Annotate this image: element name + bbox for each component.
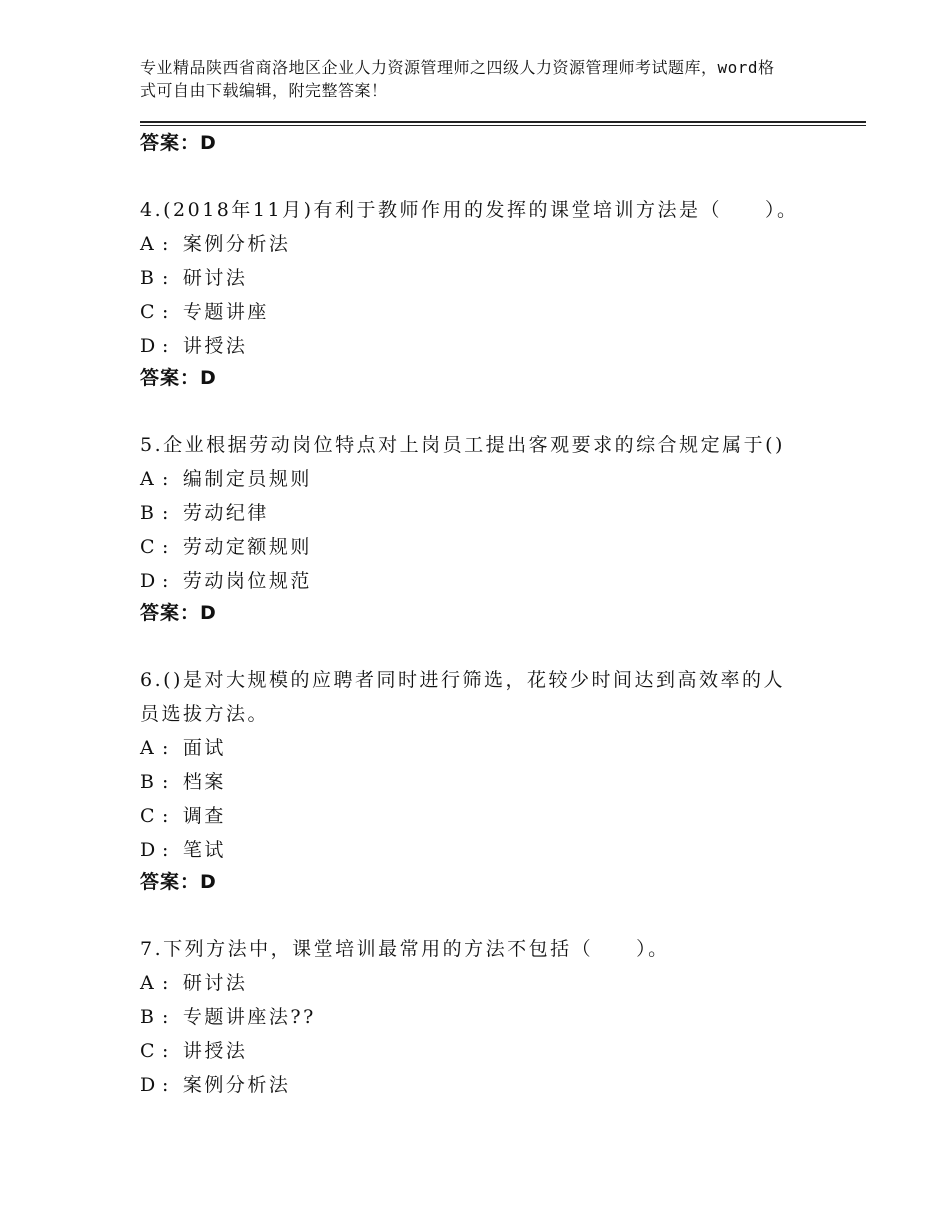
option-text: 面试 (182, 737, 226, 759)
answer-line: 答案：D (140, 132, 217, 154)
option-c: C : 劳动定额规则 (140, 536, 312, 558)
answer-line: 答案：D (140, 602, 217, 624)
option-text: 专题讲座 (182, 301, 269, 323)
option-b: B : 劳动纪律 (140, 502, 269, 524)
option-d: D : 劳动岗位规范 (140, 570, 312, 592)
option-c: C : 专题讲座 (140, 301, 269, 323)
option-text: 讲授法 (182, 1040, 248, 1062)
option-text: 编制定员规则 (182, 468, 312, 490)
option-text: 调查 (182, 805, 226, 827)
answer-line: 答案：D (140, 871, 217, 893)
question-list (140, 128, 866, 1102)
option-text: 笔试 (182, 839, 226, 861)
question-stem: 6.()是对大规模的应聘者同时进行筛选，花较少时间达到高效率的人员选拔方法。 (140, 669, 785, 725)
document-header: 专业精品陕西省商洛地区企业人力资源管理师之四级人力资源管理师考试题库，word格式可自由下载编辑，附完整答案！ (140, 58, 775, 100)
option-b: B : 档案 (140, 771, 226, 793)
option-text: 讲授法 (182, 335, 248, 357)
question-stem: 5.企业根据劳动岗位特点对上岗员工提出客观要求的综合规定属于() (140, 434, 785, 456)
option-a: A : 案例分析法 (140, 233, 291, 255)
option-b: B : 研讨法 (140, 267, 248, 289)
option-text: 专题讲座法?? (182, 1006, 316, 1028)
option-d: D : 讲授法 (140, 335, 248, 357)
option-text: 案例分析法 (182, 1074, 291, 1096)
option-d: D : 案例分析法 (140, 1074, 291, 1096)
option-b: B : 专题讲座法?? (140, 1006, 316, 1028)
header-rule (140, 121, 866, 123)
question-item (140, 193, 866, 394)
option-text: 研讨法 (182, 972, 248, 994)
option-a: A : 面试 (140, 737, 226, 759)
option-d: D : 笔试 (140, 839, 226, 861)
question-item (140, 663, 866, 898)
option-a: A : 研讨法 (140, 972, 248, 994)
option-c: C : 讲授法 (140, 1040, 248, 1062)
question-item (140, 428, 866, 629)
option-text: 劳动纪律 (182, 502, 269, 524)
option-text: 档案 (182, 771, 226, 793)
option-text: 劳动定额规则 (182, 536, 312, 558)
option-c: C : 调查 (140, 805, 226, 827)
question-item (140, 932, 866, 1102)
header-rule-thin (140, 125, 866, 126)
option-text: 研讨法 (182, 267, 248, 289)
question-stem: 7.下列方法中，课堂培训最常用的方法不包括（ ）。 (140, 938, 670, 960)
option-text: 劳动岗位规范 (182, 570, 312, 592)
option-text: 案例分析法 (182, 233, 291, 255)
answer-line: 答案：D (140, 367, 217, 389)
question-stem: 4.(2018年11月)有利于教师作用的发挥的课堂培训方法是（ ）。 (140, 199, 799, 221)
option-a: A : 编制定员规则 (140, 468, 312, 490)
